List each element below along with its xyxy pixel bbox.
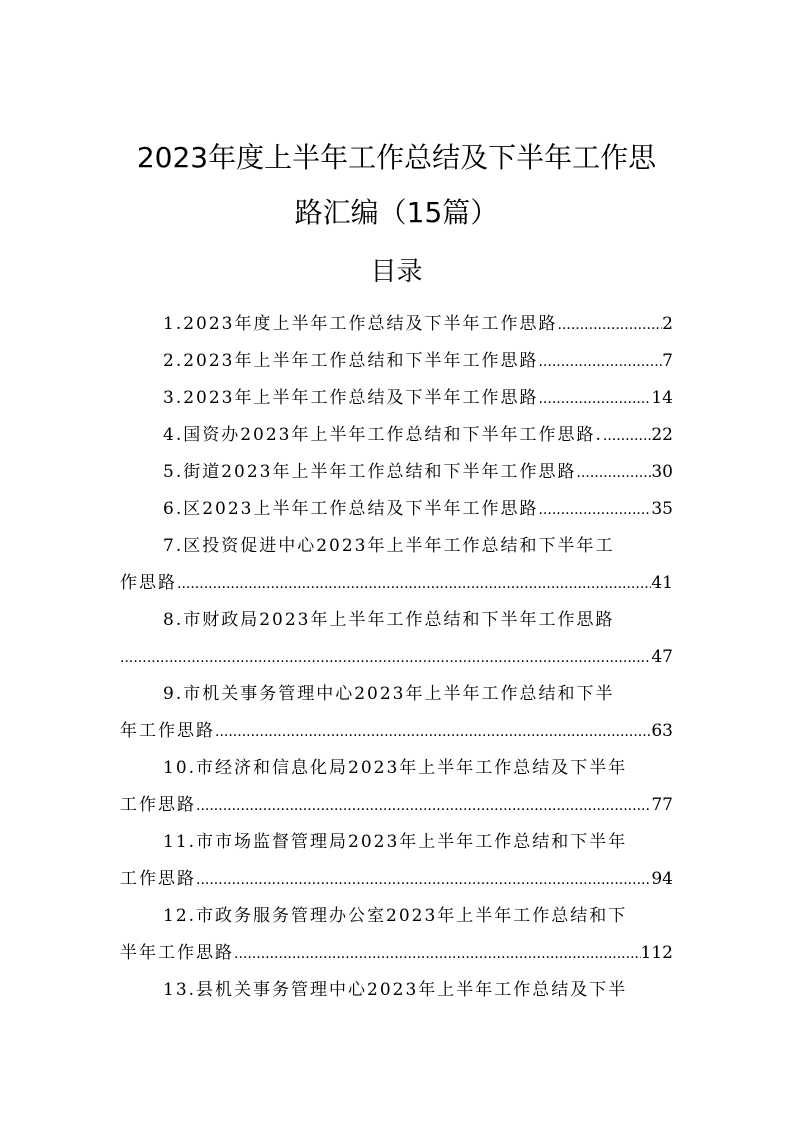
toc-entry[interactable]	[120, 417, 673, 454]
toc-leader-dots	[538, 380, 651, 418]
toc-entry[interactable]	[120, 602, 673, 676]
toc-entry-title: 3.2023年上半年工作总结及下半年工作思路	[163, 388, 539, 408]
toc-entry[interactable]	[120, 343, 673, 380]
toc-leader-dots	[576, 454, 651, 492]
toc-entry[interactable]	[120, 380, 673, 417]
toc-page-number: 22	[651, 425, 673, 445]
document-title-line-2: 路汇编（15篇）	[294, 196, 499, 229]
toc-leader-dots	[557, 306, 662, 344]
toc-entry-title-continued: 工作思路	[120, 869, 196, 889]
toc-page-number: 63	[651, 721, 673, 741]
toc-page-number: 77	[651, 795, 673, 815]
toc-entry-title: 10.市经济和信息化局2023年上半年工作总结及下半年	[163, 758, 628, 778]
toc-page-number: 112	[640, 943, 673, 963]
document-title-line-1: 2023年度上半年工作总结及下半年工作思	[136, 141, 657, 174]
toc-page-number: 30	[651, 462, 673, 482]
toc-entry[interactable]	[120, 676, 673, 750]
toc-entry-title: 7.区投资促进中心2023年上半年工作总结和下半年工	[163, 536, 615, 556]
toc-entry-title: 4.国资办2023年上半年工作总结和下半年工作思路.	[163, 425, 603, 445]
toc-page-number: 47	[651, 647, 673, 667]
toc-entry-title: 12.市政务服务管理办公室2023年上半年工作总结和下	[163, 906, 628, 926]
toc-leader-dots	[234, 935, 641, 973]
toc-entry-title: 5.街道2023年上半年工作总结和下半年工作思路	[163, 462, 577, 482]
toc-leader-dots	[196, 787, 651, 825]
toc-page-number: 41	[651, 573, 673, 593]
toc-leader-dots	[538, 343, 662, 381]
toc-entry[interactable]	[120, 750, 673, 824]
toc-page-number: 2	[662, 314, 673, 334]
toc-page-number: 14	[651, 388, 673, 408]
toc-entry[interactable]	[120, 972, 673, 1009]
toc-entry-title: 9.市机关事务管理中心2023年上半年工作总结和下半	[163, 684, 615, 704]
toc-page-number: 7	[662, 351, 673, 371]
toc-entry-title-continued: 半年工作思路	[120, 943, 234, 963]
toc-entry-title: 13.县机关事务管理中心2023年上半年工作总结及下半	[163, 980, 628, 1000]
toc-entry-title-continued: 作思路	[120, 573, 177, 593]
toc-leader-dots	[196, 861, 651, 899]
toc-page-number: 94	[651, 869, 673, 889]
toc-entry[interactable]	[120, 824, 673, 898]
toc-entry[interactable]	[120, 491, 673, 528]
toc-entry-title-continued: 年工作思路	[120, 721, 215, 741]
toc-page-number: 35	[651, 499, 673, 519]
toc-entry[interactable]	[120, 306, 673, 343]
toc-heading: 目录	[370, 257, 423, 287]
toc-leader-dots	[215, 713, 651, 751]
toc-leader-dots	[538, 491, 651, 529]
toc-leader-dots	[177, 565, 651, 603]
toc-entry-title: 1.2023年度上半年工作总结及下半年工作思路	[163, 314, 558, 334]
toc-entry-title: 11.市市场监督管理局2023年上半年工作总结和下半年	[163, 832, 628, 852]
toc-entry-title: 6.区2023上半年工作总结及下半年工作思路	[163, 499, 539, 519]
toc-entry-title-continued: 工作思路	[120, 795, 196, 815]
toc-leader-dots	[603, 417, 651, 455]
toc-entry-title: 2.2023年上半年工作总结和下半年工作思路	[163, 351, 539, 371]
table-of-contents	[120, 306, 673, 1009]
toc-entry[interactable]	[120, 898, 673, 972]
toc-entry[interactable]	[120, 454, 673, 491]
toc-leader-dots	[120, 639, 651, 677]
toc-entry-title: 8.市财政局2023年上半年工作总结和下半年工作思路	[163, 610, 615, 630]
toc-entry[interactable]	[120, 528, 673, 602]
